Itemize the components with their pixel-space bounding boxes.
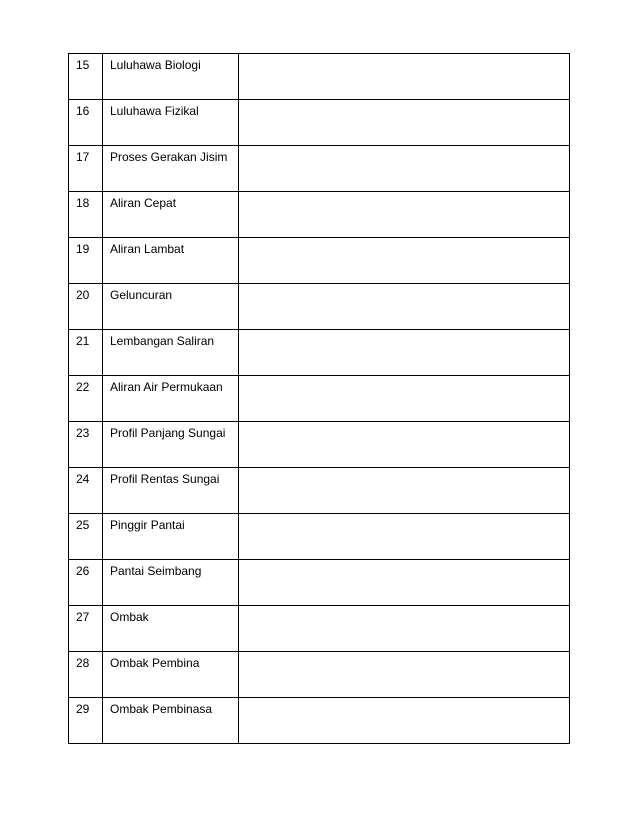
row-number-cell: [69, 284, 103, 330]
term-cell: [103, 54, 239, 100]
table-row: [69, 376, 570, 422]
term-cell: [103, 330, 239, 376]
term-cell-text: Luluhawa Fizikal: [110, 104, 199, 118]
answer-cell[interactable]: [239, 330, 570, 376]
row-number-cell: [69, 652, 103, 698]
term-cell-text: Ombak Pembinasa: [110, 702, 213, 716]
term-cell: [103, 698, 239, 744]
term-cell-text: Profil Panjang Sungai: [110, 426, 226, 440]
glossary-table: [68, 53, 570, 744]
answer-cell[interactable]: [239, 560, 570, 606]
row-number-cell-text: 18: [76, 196, 90, 210]
term-cell: [103, 284, 239, 330]
term-cell: [103, 238, 239, 284]
term-cell: [103, 468, 239, 514]
answer-cell-text: [239, 606, 569, 610]
answer-cell[interactable]: [239, 514, 570, 560]
table-row: [69, 422, 570, 468]
answer-cell[interactable]: [239, 238, 570, 284]
answer-cell-text: [239, 468, 569, 472]
row-number-cell-text: 28: [76, 656, 90, 670]
term-cell: [103, 560, 239, 606]
answer-cell[interactable]: [239, 652, 570, 698]
answer-cell-text: [239, 238, 569, 242]
answer-cell[interactable]: [239, 284, 570, 330]
term-cell-text: Profil Rentas Sungai: [110, 472, 220, 486]
row-number-cell: [69, 422, 103, 468]
answer-cell[interactable]: [239, 606, 570, 652]
row-number-cell-text: 15: [76, 58, 90, 72]
answer-cell[interactable]: [239, 422, 570, 468]
row-number-cell-text: 21: [76, 334, 90, 348]
term-cell: [103, 606, 239, 652]
row-number-cell-text: 26: [76, 564, 90, 578]
table-row: [69, 238, 570, 284]
table-row: [69, 698, 570, 744]
row-number-cell: [69, 560, 103, 606]
answer-cell[interactable]: [239, 192, 570, 238]
term-cell: [103, 146, 239, 192]
row-number-cell-text: 24: [76, 472, 90, 486]
term-cell-text: Geluncuran: [110, 288, 173, 302]
term-cell-text: Pinggir Pantai: [110, 518, 185, 532]
table-row: [69, 54, 570, 100]
answer-cell-text: [239, 100, 569, 104]
row-number-cell: [69, 192, 103, 238]
term-cell: [103, 652, 239, 698]
answer-cell[interactable]: [239, 376, 570, 422]
table-row: [69, 468, 570, 514]
term-cell-text: Aliran Lambat: [110, 242, 185, 256]
row-number-cell: [69, 54, 103, 100]
row-number-cell: [69, 100, 103, 146]
row-number-cell-text: 29: [76, 702, 90, 716]
answer-cell-text: [239, 514, 569, 518]
row-number-cell: [69, 468, 103, 514]
table-row: [69, 560, 570, 606]
answer-cell[interactable]: [239, 146, 570, 192]
term-cell-text: Pantai Seimbang: [110, 564, 202, 578]
answer-cell[interactable]: [239, 100, 570, 146]
row-number-cell: [69, 238, 103, 284]
answer-cell-text: [239, 146, 569, 150]
table-row: [69, 606, 570, 652]
row-number-cell: [69, 606, 103, 652]
answer-cell-text: [239, 560, 569, 564]
table-row: [69, 652, 570, 698]
row-number-cell-text: 22: [76, 380, 90, 394]
answer-cell-text: [239, 330, 569, 334]
answer-cell-text: [239, 192, 569, 196]
term-cell-text: Luluhawa Biologi: [110, 58, 201, 72]
term-cell-text: Aliran Air Permukaan: [110, 380, 223, 394]
glossary-table-body: [69, 54, 570, 744]
term-cell-text: Proses Gerakan Jisim: [110, 150, 228, 164]
term-cell-text: Aliran Cepat: [110, 196, 177, 210]
answer-cell[interactable]: [239, 468, 570, 514]
answer-cell-text: [239, 284, 569, 288]
table-row: [69, 330, 570, 376]
table-row: [69, 514, 570, 560]
table-row: [69, 284, 570, 330]
term-cell: [103, 192, 239, 238]
table-row: [69, 100, 570, 146]
term-cell: [103, 100, 239, 146]
term-cell-text: Ombak Pembina: [110, 656, 200, 670]
answer-cell[interactable]: [239, 54, 570, 100]
table-row: [69, 192, 570, 238]
row-number-cell: [69, 330, 103, 376]
row-number-cell-text: 23: [76, 426, 90, 440]
term-cell-text: Ombak: [110, 610, 149, 624]
row-number-cell-text: 20: [76, 288, 90, 302]
term-cell: [103, 376, 239, 422]
answer-cell-text: [239, 422, 569, 426]
row-number-cell: [69, 514, 103, 560]
row-number-cell: [69, 698, 103, 744]
row-number-cell: [69, 146, 103, 192]
term-cell-text: Lembangan Saliran: [110, 334, 215, 348]
answer-cell-text: [239, 652, 569, 656]
term-cell: [103, 422, 239, 468]
row-number-cell-text: 25: [76, 518, 90, 532]
answer-cell-text: [239, 376, 569, 380]
answer-cell-text: [239, 54, 569, 58]
row-number-cell: [69, 376, 103, 422]
row-number-cell-text: 16: [76, 104, 90, 118]
answer-cell[interactable]: [239, 698, 570, 744]
table-row: [69, 146, 570, 192]
term-cell: [103, 514, 239, 560]
row-number-cell-text: 17: [76, 150, 90, 164]
answer-cell-text: [239, 698, 569, 702]
row-number-cell-text: 19: [76, 242, 90, 256]
row-number-cell-text: 27: [76, 610, 90, 624]
